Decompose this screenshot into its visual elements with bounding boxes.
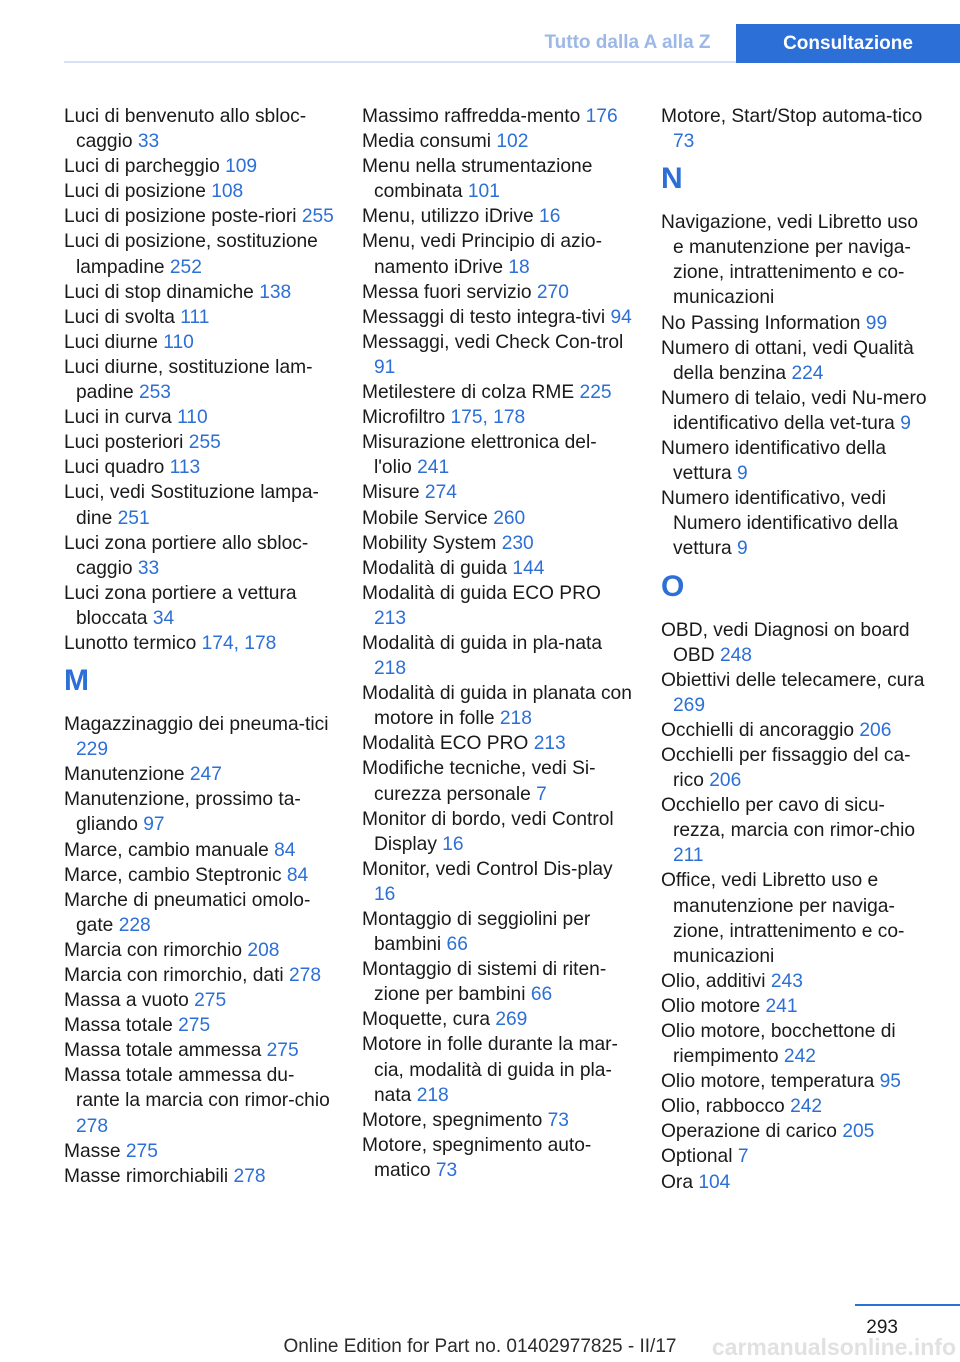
index-entry-page-link[interactable]: 73	[673, 131, 695, 153]
index-entry	[362, 531, 632, 556]
index-entry-term: Marche di pneumatici omolo-gate	[64, 889, 311, 936]
index-entry-page-link[interactable]: 275	[266, 1040, 299, 1062]
index-entry-term: Menu, utilizzo iDrive	[362, 206, 534, 228]
index-entry	[362, 104, 632, 129]
index-entry-page-link[interactable]: 206	[709, 770, 742, 792]
index-entry-term: Marcia con rimorchio	[64, 939, 243, 961]
index-entry-term: Microfiltro	[362, 407, 446, 429]
index-entry-term: Numero identificativo della vettura	[661, 438, 887, 485]
index-entry-term: Menu nella strumentazione combinata	[362, 156, 593, 203]
index-entry	[661, 386, 931, 436]
index-column-3	[661, 104, 931, 1195]
index-entry-page-link[interactable]: 16	[539, 206, 561, 228]
index-entry-page-link[interactable]: 33	[137, 131, 160, 153]
index-entry-term: Massimo raffredda-mento	[362, 106, 581, 127]
index-entry	[661, 104, 931, 154]
index-entry	[362, 506, 632, 531]
index-entry	[661, 486, 931, 561]
index-entry-page-link[interactable]: 34	[152, 607, 175, 629]
index-entry	[661, 718, 931, 743]
index-entry-term: Motore, spegnimento	[362, 1109, 543, 1131]
index-entry-term: OBD, vedi Diagnosi on board OBD	[661, 619, 910, 666]
index-entry-term: Modalità di guida	[362, 557, 508, 579]
index-entry	[661, 793, 931, 868]
index-entry-term: Masse rimorchiabili	[64, 1165, 229, 1187]
index-entry	[64, 631, 334, 656]
index-entry-page-link[interactable]: 108	[211, 181, 244, 203]
index-column-2	[362, 104, 632, 1183]
index-entry-term: Media consumi	[362, 131, 492, 153]
index-entry-term: Luci in curva	[64, 407, 172, 429]
index-entry	[64, 762, 334, 787]
index-entry-page-link[interactable]: 102	[496, 131, 529, 153]
index-entry-page-link[interactable]: 176	[585, 106, 618, 127]
index-entry-term: Olio motore	[661, 995, 761, 1017]
index-entry-page-link[interactable]: 91	[374, 356, 396, 378]
index-entry	[64, 988, 334, 1013]
index-entry-page-link[interactable]: 84	[286, 864, 309, 886]
index-entry	[362, 1108, 632, 1133]
index-entry	[362, 405, 632, 430]
index-entry-page-link[interactable]: 101	[467, 181, 500, 203]
index-entry	[362, 430, 632, 480]
page-number: 293	[866, 1317, 898, 1338]
index-entry	[362, 731, 632, 756]
index-entry-page-link[interactable]: 95	[879, 1071, 901, 1093]
index-entry	[64, 154, 334, 179]
index-entry	[661, 1119, 931, 1144]
index-entry-page-link[interactable]: 255	[301, 206, 334, 228]
index-entry	[661, 336, 931, 386]
index-entry-page-link[interactable]: 73	[547, 1109, 569, 1131]
index-entry-term: Luci diurne	[64, 331, 158, 353]
index-entry-term: Massa totale ammessa	[64, 1040, 262, 1062]
index-entry-page-link[interactable]: 109	[225, 156, 258, 178]
index-entry-page-link[interactable]: 275	[125, 1140, 158, 1162]
index-entry-term: Massa a vuoto	[64, 990, 189, 1012]
index-entry	[661, 1094, 931, 1119]
index-entry	[362, 681, 632, 731]
index-entry	[64, 531, 334, 581]
index-entry-page-link[interactable]: 66	[530, 984, 553, 1006]
index-entry-page-link[interactable]: 255	[188, 432, 221, 454]
index-entry-page-link[interactable]: 275	[178, 1015, 211, 1037]
index-entry	[64, 355, 334, 405]
index-entry-page-link[interactable]: 278	[289, 965, 322, 986]
index-entry-term: Massa totale ammessa du-rante la marcia con rimor-chio	[64, 1065, 330, 1112]
index-entry-term: Masse	[64, 1140, 121, 1162]
index-entry-page-link[interactable]: 211	[673, 845, 704, 867]
index-entry-page-link[interactable]: 230	[501, 532, 534, 554]
index-entry-term: Olio motore, temperatura	[661, 1071, 875, 1093]
index-entry	[362, 204, 632, 229]
index-entry-page-link[interactable]: 33	[137, 557, 160, 579]
index-entry-page-link[interactable]: 225	[579, 382, 612, 404]
index-entry	[64, 863, 334, 888]
index-entry-term: Metilestere di colza RME	[362, 382, 575, 404]
index-entry	[64, 712, 334, 762]
index-entry-term: Navigazione, vedi Libretto uso e manutenzione per naviga-zione, intrattenimento e co-municazioni	[661, 212, 919, 309]
index-entry-term: Marce, cambio Steptronic	[64, 864, 282, 886]
index-entry-term: Misure	[362, 482, 420, 504]
index-entry	[362, 556, 632, 581]
index-entry-page-link[interactable]: 248	[719, 644, 752, 666]
index-entry	[362, 1032, 632, 1107]
index-entry-page-link[interactable]: 242	[783, 1046, 816, 1068]
index-entry-page-link[interactable]: 9	[737, 463, 748, 485]
index-entry-term: Luci posteriori	[64, 432, 184, 454]
index-entry	[64, 1139, 334, 1164]
edition-footer: Online Edition for Part no. 01402977825 - II/17	[283, 1336, 677, 1357]
index-entry-page-link[interactable]: 269	[673, 694, 706, 716]
index-entry-page-link[interactable]: 16	[442, 833, 464, 855]
index-entry	[362, 154, 632, 204]
index-entry-page-link[interactable]: 7	[737, 1146, 749, 1168]
site-watermark: carmanualsonline.info	[711, 1334, 956, 1360]
index-entry-page-link[interactable]: 269	[495, 1009, 528, 1031]
index-entry	[661, 969, 931, 994]
index-entry	[64, 938, 334, 963]
index-entry	[64, 280, 334, 305]
index-entry-term: No Passing Information	[661, 312, 861, 334]
index-entry	[64, 963, 334, 988]
index-entry-page-link[interactable]: 218	[416, 1084, 449, 1106]
index-entry	[362, 480, 632, 505]
index-entry	[64, 838, 334, 863]
index-entry-term: Mobility System	[362, 532, 497, 554]
index-entry-term: Luci zona portiere a vettura bloccata	[64, 582, 297, 629]
index-entry-page-link[interactable]: 247	[189, 764, 222, 786]
index-entry-page-link[interactable]: 9	[737, 538, 748, 560]
index-entry	[362, 229, 632, 279]
index-entry	[362, 380, 632, 405]
index-entry-page-link[interactable]: 213	[533, 733, 566, 755]
index-entry	[661, 311, 931, 336]
index-entry-term: Numero identificativo, vedi Numero identificativo della vettura	[661, 488, 899, 560]
index-entry-term: Monitor, vedi Control Dis-play	[362, 858, 613, 880]
index-entry-term: Luci di posizione poste-riori	[64, 206, 297, 228]
index-entry	[362, 129, 632, 154]
index-entry-term: Motore, Start/Stop automa-tico	[661, 106, 923, 127]
index-entry-page-link[interactable]: 104	[698, 1171, 731, 1193]
index-entry-page-link[interactable]: 253	[138, 382, 171, 404]
index-entry	[362, 756, 632, 806]
index-entry-term: Mobile Service	[362, 507, 488, 529]
index-entry	[661, 210, 931, 310]
index-entry	[64, 1038, 334, 1063]
index-entry	[64, 1063, 334, 1138]
index-entry	[362, 1007, 632, 1032]
index-entry-term: Luci, vedi Sostituzione lampa-dine	[64, 482, 319, 529]
header-section-title: Tutto dalla A alla Z	[544, 31, 711, 53]
index-entry	[362, 807, 632, 857]
index-entry-page-link[interactable]: 251	[117, 507, 150, 529]
index-entry-term: Monitor di bordo, vedi Control Display	[362, 808, 614, 855]
index-entry	[64, 787, 334, 837]
index-entry-page-link[interactable]: 99	[865, 312, 888, 334]
index-entry	[64, 1164, 334, 1189]
index-entry-page-link[interactable]: 18	[508, 256, 530, 278]
index-entry-page-link[interactable]: 111	[180, 306, 210, 328]
index-entry	[64, 229, 334, 279]
index-entry-term: Motore in folle durante la mar-cia, modalità di guida in pla-nata	[362, 1034, 618, 1106]
index-entry	[661, 743, 931, 793]
index-entry-page-link[interactable]: 174, 178	[201, 632, 277, 654]
index-entry	[64, 581, 334, 631]
index-entry-term: Messa fuori servizio	[362, 281, 532, 303]
index-entry	[64, 104, 334, 154]
index-entry-term: Occhiello per cavo di sicu-rezza, marcia con rimor-chio	[661, 795, 916, 842]
index-letter-heading: O	[661, 569, 685, 603]
index-entry	[362, 330, 632, 380]
index-entry-term: Occhielli per fissaggio del ca-rico	[661, 744, 911, 792]
index-entry	[64, 430, 334, 455]
index-entry-term: Luci di stop dinamiche	[64, 281, 254, 303]
index-entry-page-link[interactable]: 243	[770, 970, 803, 992]
index-entry-term: Messaggi di testo integra-tivi	[362, 306, 606, 328]
index-entry-term: Office, vedi Libretto uso e manutenzione per naviga-zione, intrattenimento e co-municazioni	[661, 870, 905, 967]
index-entry	[64, 888, 334, 938]
index-entry-page-link[interactable]: 224	[791, 362, 824, 384]
index-entry-term: Manutenzione, prossimo ta-gliando	[64, 789, 301, 836]
index-entry	[64, 179, 334, 204]
index-entry	[362, 907, 632, 957]
index-entry-term: Menu, vedi Principio di azio-namento iDrive	[362, 231, 602, 278]
index-entry	[661, 436, 931, 486]
index-entry-term: Misurazione elettronica del-l'olio	[362, 432, 597, 479]
index-entry-page-link[interactable]: 84	[274, 839, 296, 861]
index-entry	[64, 1013, 334, 1038]
index-entry-term: Olio, rabbocco	[661, 1096, 785, 1118]
index-entry-page-link[interactable]: 218	[374, 658, 407, 680]
index-entry-page-link[interactable]: 260	[493, 507, 526, 529]
index-entry	[362, 857, 632, 907]
index-entry-term: Modalità di guida in pla-nata	[362, 632, 603, 654]
index-entry	[64, 455, 334, 480]
index-entry-page-link[interactable]: 241	[417, 457, 450, 479]
index-column-1	[64, 104, 334, 1189]
index-entry-page-link[interactable]: 274	[424, 482, 457, 504]
index-entry-term: Montaggio di seggiolini per bambini	[362, 909, 591, 956]
index-entry-page-link[interactable]: 228	[118, 914, 151, 936]
index-entry-term: Optional	[661, 1146, 733, 1168]
index-entry-page-link[interactable]: 270	[536, 281, 569, 303]
index-entry	[362, 305, 632, 330]
index-entry-term: Luci di parcheggio	[64, 156, 220, 178]
index-entry-term: Marcia con rimorchio, dati	[64, 965, 284, 986]
index-entry-page-link[interactable]: 94	[610, 306, 632, 328]
index-entry-term: Occhielli di ancoraggio	[661, 719, 855, 741]
index-entry-page-link[interactable]: 278	[233, 1165, 266, 1187]
index-entry-term: Obiettivi delle telecamere, cura	[661, 669, 925, 691]
index-entry-page-link[interactable]: 97	[143, 814, 165, 836]
index-entry-term: Motore, spegnimento auto-matico	[362, 1134, 592, 1181]
index-entry	[64, 330, 334, 355]
index-entry-term: Marce, cambio manuale	[64, 839, 269, 861]
index-entry-term: Manutenzione	[64, 764, 185, 786]
index-entry	[661, 668, 931, 718]
index-entry	[661, 1069, 931, 1094]
index-entry-page-link[interactable]: 242	[790, 1096, 823, 1118]
index-entry-page-link[interactable]: 252	[169, 256, 202, 278]
index-entry-page-link[interactable]: 9	[900, 412, 911, 434]
index-entry-page-link[interactable]: 205	[842, 1121, 875, 1143]
index-entry	[362, 631, 632, 681]
index-entry	[661, 1019, 931, 1069]
index-entry-page-link[interactable]: 73	[435, 1159, 458, 1181]
index-entry-term: Olio, additivi	[661, 970, 766, 992]
index-entry-page-link[interactable]: 113	[169, 457, 201, 479]
index-entry	[362, 1133, 632, 1183]
index-entry-page-link[interactable]: 275	[194, 990, 227, 1012]
index-entry-page-link[interactable]: 213	[374, 607, 407, 629]
index-entry-term: Luci quadro	[64, 457, 165, 479]
index-entry-page-link[interactable]: 206	[859, 719, 892, 741]
index-entry-term: Massa totale	[64, 1015, 173, 1037]
index-entry-page-link[interactable]: 218	[499, 708, 532, 730]
index-entry	[362, 957, 632, 1007]
index-entry-page-link[interactable]: 66	[446, 934, 468, 956]
index-entry-term: Operazione di carico	[661, 1121, 837, 1143]
index-letter-heading: M	[64, 664, 89, 698]
index-entry-term: Olio motore, bocchettone di riempimento	[661, 1021, 896, 1068]
index-entry-term: Luci diurne, sostituzione lam-padine	[64, 356, 313, 404]
index-entry-page-link[interactable]: 110	[177, 407, 208, 429]
index-entry-term: Modalità ECO PRO	[362, 733, 529, 755]
index-entry	[362, 280, 632, 305]
index-entry	[661, 868, 931, 968]
index-entry-term: Magazzinaggio dei pneuma-tici	[64, 714, 329, 736]
index-entry-page-link[interactable]: 241	[765, 995, 798, 1017]
index-entry-term: Messaggi, vedi Check Con-trol	[362, 331, 624, 353]
index-entry-term: Numero di telaio, vedi Nu-mero identificativo della vet-tura	[661, 387, 927, 434]
index-entry-page-link[interactable]: 16	[374, 883, 396, 905]
index-entry	[661, 1144, 931, 1169]
index-entry-term: Modifiche tecniche, vedi Si-curezza personale	[362, 758, 596, 805]
index-entry-term: Modalità di guida ECO PRO	[362, 582, 601, 604]
index-entry-term: Lunotto termico	[64, 632, 197, 654]
index-entry	[64, 405, 334, 430]
index-entry	[64, 480, 334, 530]
index-entry	[661, 1170, 931, 1195]
index-entry	[661, 994, 931, 1019]
index-entry-term: Moquette, cura	[362, 1009, 490, 1031]
index-entry-term: Luci di benvenuto allo sbloc-caggio	[64, 106, 307, 153]
index-letter-heading: N	[661, 162, 683, 196]
index-entry-page-link[interactable]: 110	[163, 331, 194, 353]
header-chapter-tab: Consultazione	[736, 24, 960, 63]
index-entry-term: Modalità di guida in planata con motore in folle	[362, 683, 632, 730]
index-entry-term: Luci di svolta	[64, 306, 175, 328]
index-entry	[64, 204, 334, 229]
index-entry-term: Luci di posizione	[64, 181, 206, 203]
index-entry-term: Luci zona portiere allo sbloc-caggio	[64, 532, 309, 579]
index-entry-term: Montaggio di sistemi di riten-zione per bambini	[362, 959, 607, 1006]
index-entry	[362, 581, 632, 631]
index-entry-page-link[interactable]: 7	[536, 783, 547, 805]
index-entry	[661, 618, 931, 668]
index-entry-page-link[interactable]: 229	[76, 739, 109, 761]
index-entry-term: Luci di posizione, sostituzione lampadine	[64, 231, 318, 278]
page-number-rule	[855, 1304, 960, 1306]
index-entry	[64, 305, 334, 330]
index-entry-page-link[interactable]: 175, 178	[450, 407, 526, 429]
index-entry-page-link[interactable]: 138	[259, 281, 292, 303]
index-entry-term: Numero di ottani, vedi Qualità della benzina	[661, 337, 914, 384]
index-entry-page-link[interactable]: 208	[247, 939, 280, 961]
index-entry-page-link[interactable]: 278	[76, 1115, 109, 1137]
index-entry-term: Ora	[661, 1171, 693, 1193]
index-entry-page-link[interactable]: 144	[512, 557, 545, 579]
